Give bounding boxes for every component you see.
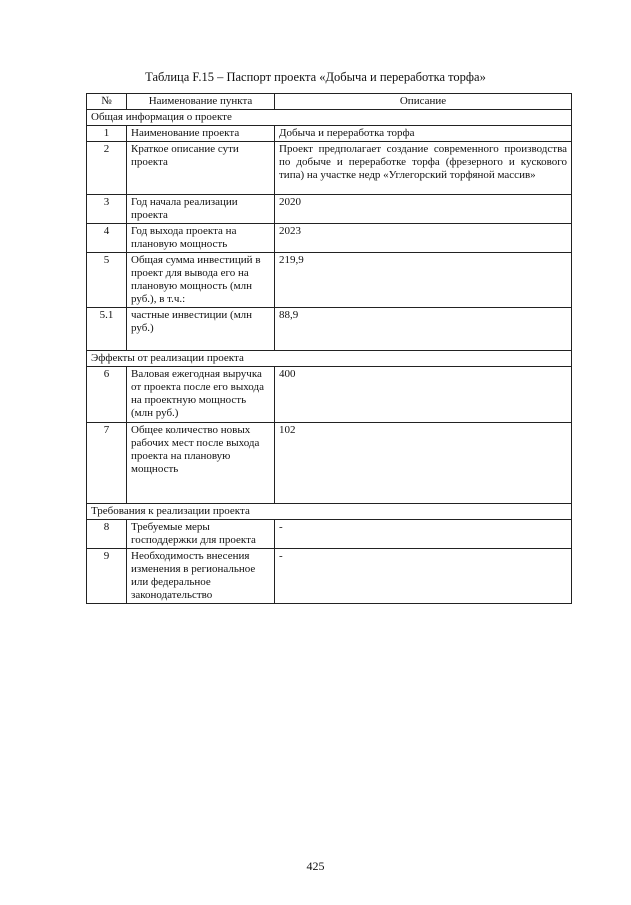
row-description: -: [275, 549, 572, 604]
table-title: Таблица F.15 – Паспорт проекта «Добыча и переработка торфа»: [145, 70, 486, 84]
section-row: [87, 351, 572, 367]
table-row: [87, 195, 572, 224]
row-item-name: Общая сумма инвестиций в проект для вывода его на плановую мощность (млн руб.), в т.ч.:: [127, 253, 275, 308]
row-item-name: Год выхода проекта на плановую мощность: [127, 224, 275, 253]
row-item-name: частные инвестиции (млн руб.): [127, 308, 275, 351]
table-row: [87, 423, 572, 504]
row-description: 219,9: [275, 253, 572, 308]
row-item-name: Наименование проекта: [127, 126, 275, 142]
row-item-name: Год начала реализации проекта: [127, 195, 275, 224]
section-row: [87, 504, 572, 520]
table-row: [87, 549, 572, 604]
table-row: [87, 308, 572, 351]
section-row: [87, 110, 572, 126]
row-number: 4: [87, 224, 127, 253]
row-description: 2020: [275, 195, 572, 224]
header-item-name: Наименование пункта: [127, 94, 275, 110]
section-title: Эффекты от реализации проекта: [87, 351, 572, 367]
page-number: 425: [306, 859, 325, 873]
row-number: 1: [87, 126, 127, 142]
row-number: 3: [87, 195, 127, 224]
row-number: 2: [87, 142, 127, 195]
row-description: Проект предполагает создание современного производства по добыче и переработке торфа (фрезерного и кускового типа) на участке недр «Углегорский торфяной массив»: [275, 142, 572, 195]
project-passport-table: [86, 93, 572, 604]
table-row: [87, 126, 572, 142]
row-item-name: Необходимость внесения изменения в региональное или федеральное законодательство: [127, 549, 275, 604]
row-number: 9: [87, 549, 127, 604]
row-description: 2023: [275, 224, 572, 253]
header-number: №: [87, 94, 127, 110]
row-description: 88,9: [275, 308, 572, 351]
row-description: 102: [275, 423, 572, 504]
header-row: [87, 94, 572, 110]
table-row: [87, 367, 572, 423]
header-description: Описание: [275, 94, 572, 110]
row-item-name: Требуемые меры господдержки для проекта: [127, 520, 275, 549]
row-number: 5: [87, 253, 127, 308]
row-number: 7: [87, 423, 127, 504]
section-title: Требования к реализации проекта: [87, 504, 572, 520]
section-title: Общая информация о проекте: [87, 110, 572, 126]
row-item-name: Валовая ежегодная выручка от проекта после его выхода на проектную мощность (млн руб.): [127, 367, 275, 423]
row-description: 400: [275, 367, 572, 423]
row-number: 8: [87, 520, 127, 549]
table-row: [87, 224, 572, 253]
table-row: [87, 253, 572, 308]
table-row: [87, 520, 572, 549]
table-row: [87, 142, 572, 195]
row-item-name: Краткое описание сути проекта: [127, 142, 275, 195]
row-description: Добыча и переработка торфа: [275, 126, 572, 142]
row-number: 5.1: [87, 308, 127, 351]
row-description: -: [275, 520, 572, 549]
row-item-name: Общее количество новых рабочих мест после выхода проекта на плановую мощность: [127, 423, 275, 504]
row-number: 6: [87, 367, 127, 423]
